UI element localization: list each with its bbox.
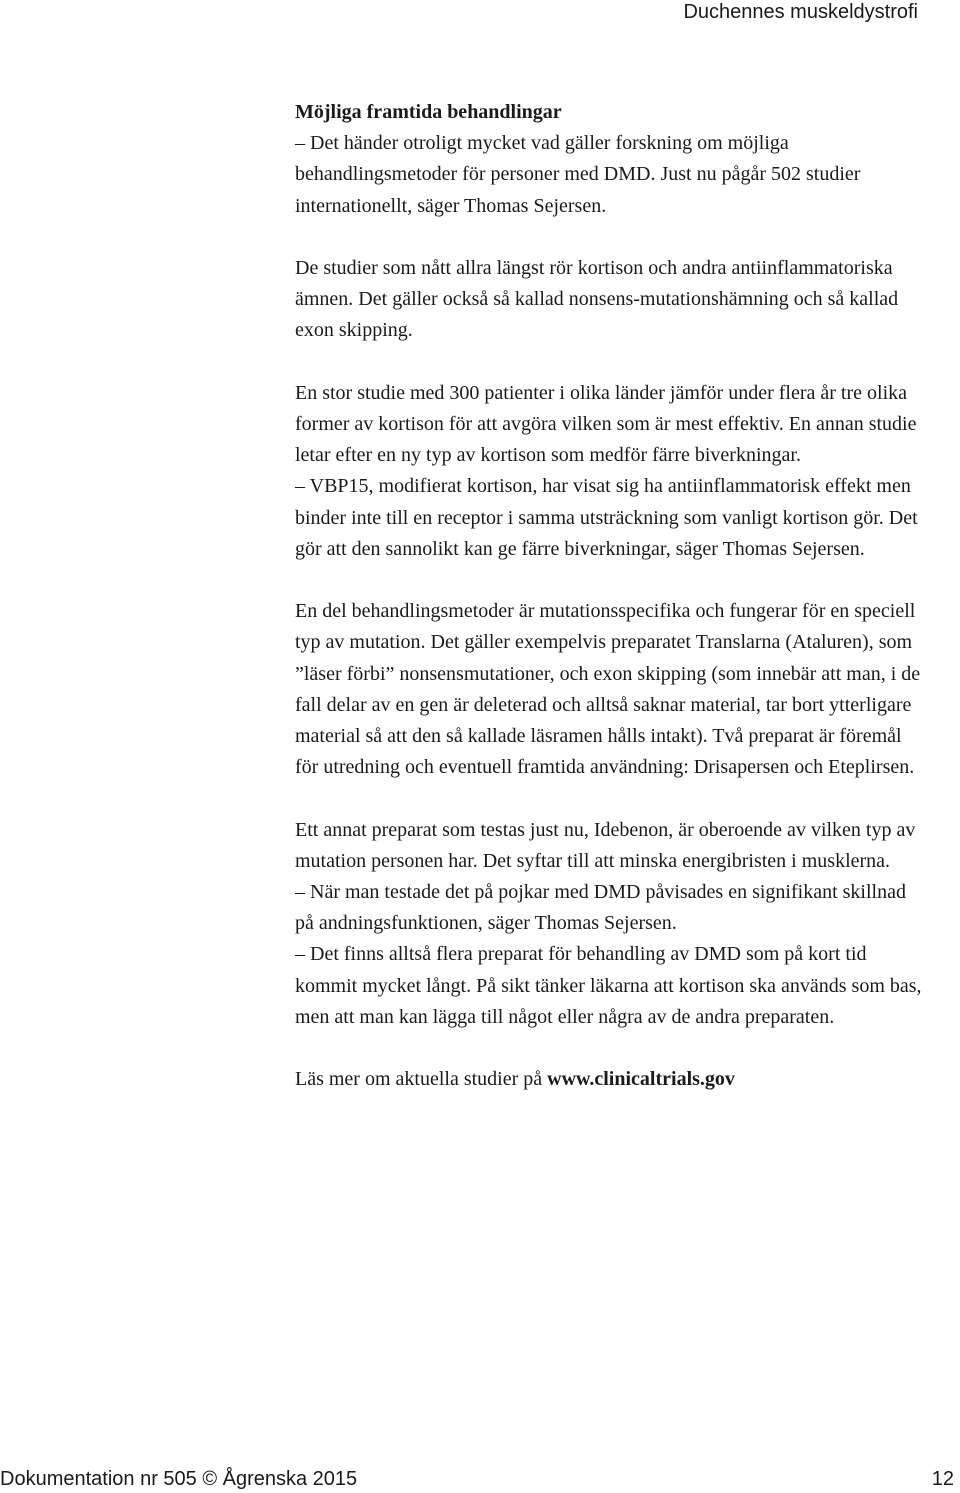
paragraph-mutation-specific: En del behandlingsmetoder är mutationsspecifika och fungerar för en speciell typ av mutation. Det gäller exempelvis preparatet Translarna (Ataluren), som ”läser förbi” nonsensmutationer, och exon skipping (som innebär att man, i de fall delar av en gen är deleterad och alltså saknar material, tar bort ytterligare material så att den så kallade läsramen hålls intakt). Två preparat är föremål för utredning och eventuell framtida användning: Drisapersen och Eteplirsen. bbox=[295, 600, 921, 779]
running-header: Duchennes muskeldystrofi bbox=[683, 1, 918, 23]
article-body bbox=[295, 97, 925, 1095]
paragraph-breathing-quote: – När man testade det på pojkar med DMD påvisades en signifikant skillnad på andningsfunktionen, säger Thomas Sejersen. bbox=[295, 881, 906, 935]
paragraph-idebenon: Ett annat preparat som testas just nu, Idebenon, är oberoende av vilken typ av mutation personen har. Det syftar till att minska energibristen i musklerna. bbox=[295, 818, 916, 872]
paragraph-cortisone-studies: De studier som nått allra längst rör kortison och andra antiinflammatoriska ämnen. Det gäller också så kallad nonsens-mutationshämning och så kallad exon skipping. bbox=[295, 257, 899, 342]
paragraph-large-study: En stor studie med 300 patienter i olika länder jämför under flera år tre olika former av kortison för att avgöra vilken som är mest effektiv. En annan studie letar efter en ny typ av kortison som medför färre biverkningar. bbox=[295, 381, 917, 467]
read-more-line bbox=[295, 1064, 925, 1095]
page-number: 12 bbox=[931, 1468, 954, 1490]
paragraph-summary-quote: – Det finns alltså flera preparat för behandling av DMD som på kort tid kommit mycket långt. På sikt tänker läkarna att kortison ska används som bas, men att man kan lägga till något eller några av de andra preparaten. bbox=[295, 943, 922, 1028]
footer-document-info: Dokumentation nr 505 © Ågrenska 2015 bbox=[0, 1468, 358, 1490]
paragraph-vbp15-quote: – VBP15, modifierat kortison, har visat sig ha antiinflammatorisk effekt men binder inte till en receptor i samma utsträckning som vanligt kortison gör. Det gör att den sannolikt kan ge färre biverkningar, säger Thomas Sejersen. bbox=[295, 475, 918, 560]
read-more-text: Läs mer om aktuella studier på bbox=[295, 1068, 548, 1091]
paragraph-intro-quote: – Det händer otroligt mycket vad gäller forskning om möjliga behandlingsmetoder för personer med DMD. Just nu pågår 502 studier internationellt, säger Thomas Sejersen. bbox=[295, 132, 861, 217]
clinicaltrials-link[interactable]: www.clinicaltrials.gov bbox=[547, 1068, 735, 1091]
section-heading: Möjliga framtida behandlingar bbox=[295, 101, 562, 123]
